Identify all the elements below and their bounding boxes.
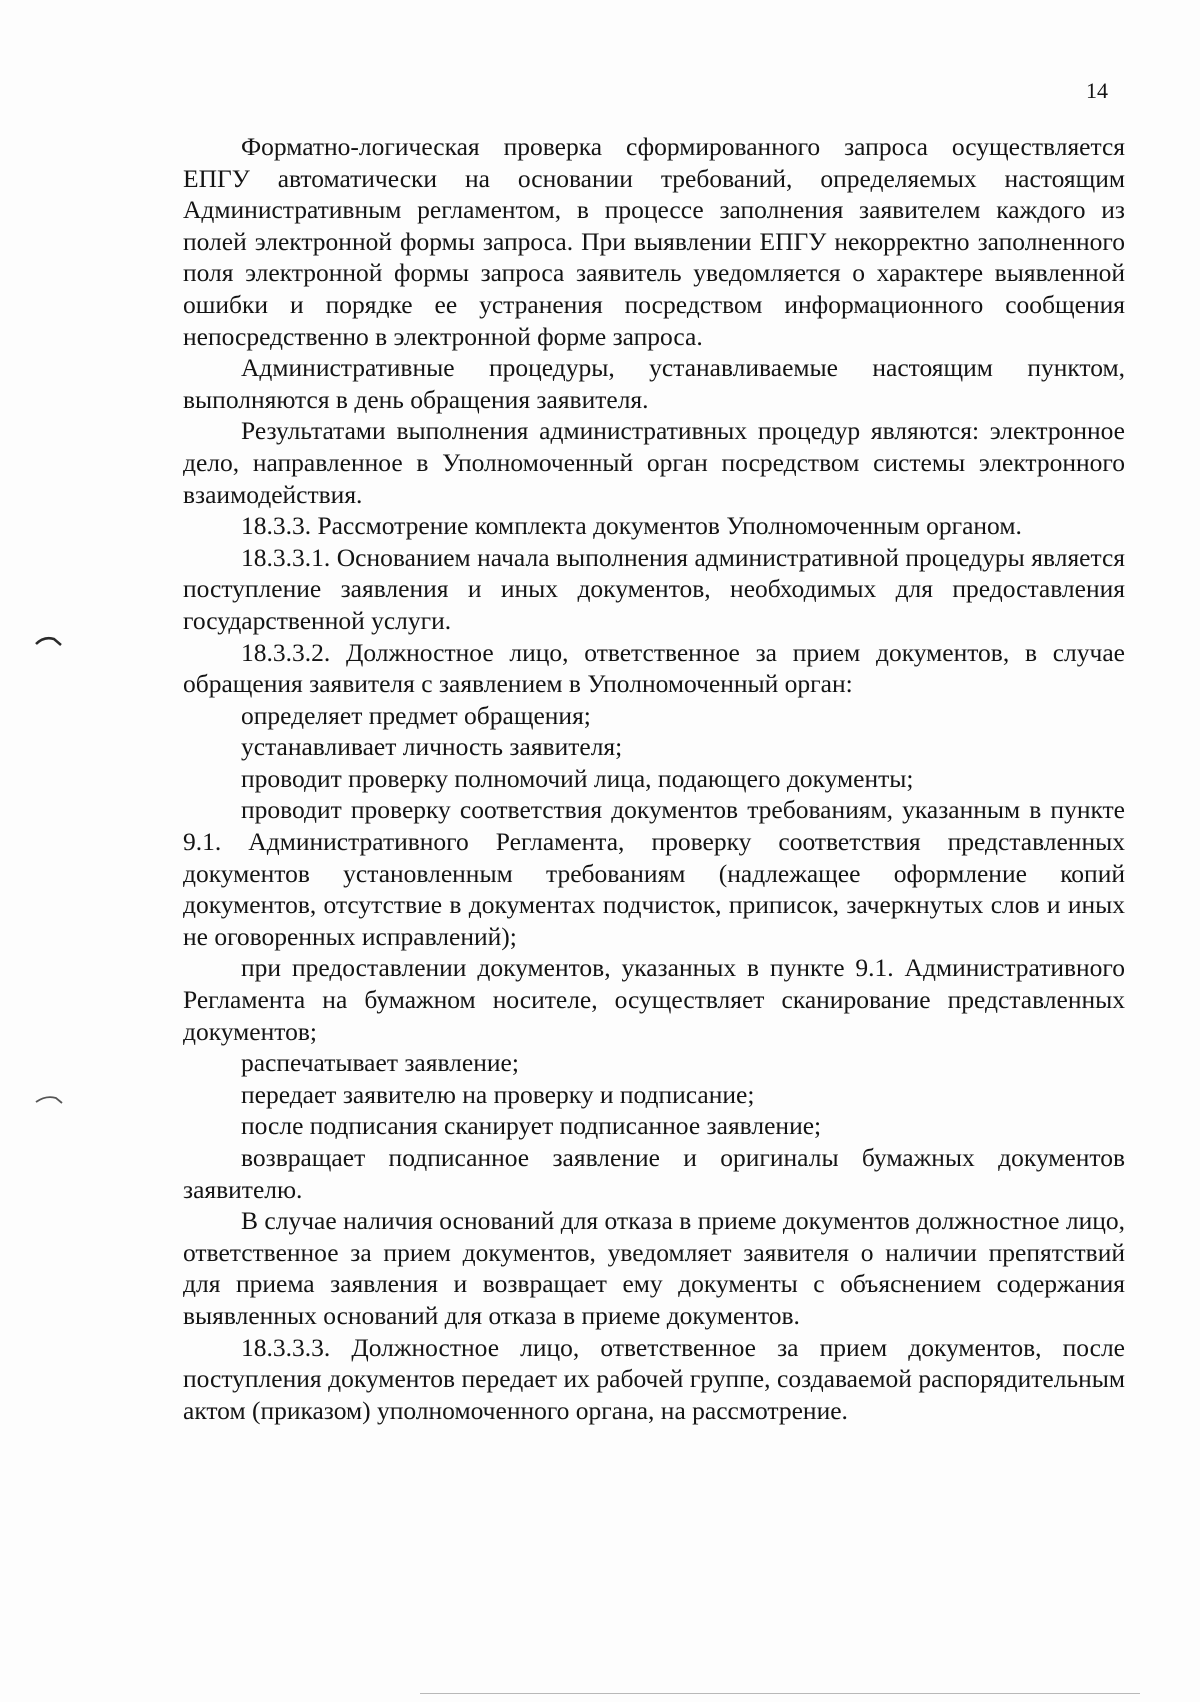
list-item: устанавливает личность заявителя; [241, 732, 623, 762]
list-item: определяет предмет обращения; [241, 700, 591, 730]
paragraph: В случае наличия оснований для отказа в приеме документов должностное лицо, ответственное за прием документов, уведомляет заявителя о наличии препятствий для приема заявления и возвращает ему документы с объяснением содержания выявленных оснований для отказа в приеме документов. [183, 1206, 1125, 1330]
paragraph: Результатами выполнения административных процедур являются: электронное дело, направленное в Уполномоченный орган посредством системы электронного взаимодействия. [183, 416, 1125, 509]
paragraph: Административные процедуры, устанавливаемые настоящим пунктом, выполняются в день обращения заявителя. [183, 353, 1125, 414]
section-heading: 18.3.3. Рассмотрение комплекта документов Уполномоченным органом. [241, 511, 1022, 541]
list-item: проводит проверку полномочий лица, подающего документы; [241, 763, 914, 793]
list-item: при предоставлении документов, указанных в пункте 9.1. Административного Регламента на бумажном носителе, осуществляет сканирование представленных документов; [183, 953, 1125, 1046]
list-item: передает заявителю на проверку и подписание; [241, 1079, 755, 1109]
paragraph: 18.3.3.3. Должностное лицо, ответственное за прием документов, после поступления документов передает их рабочей группе, создаваемой распорядительным актом (приказом) уполномоченного органа, на рассмотрение. [183, 1332, 1125, 1425]
list-item: после подписания сканирует подписанное заявление; [241, 1111, 822, 1141]
list-item: возвращает подписанное заявление и оригиналы бумажных документов заявителю. [183, 1143, 1125, 1204]
page-number: 14 [1086, 78, 1108, 103]
paragraph: 18.3.3.1. Основанием начала выполнения административной процедуры является поступление заявления и иных документов, необходимых для предоставления государственной услуги. [183, 542, 1125, 635]
list-item: распечатывает заявление; [241, 1048, 519, 1078]
scan-edge-line [420, 1693, 1140, 1694]
scan-artifact-mark [34, 634, 64, 648]
list-item: проводит проверку соответствия документов требованиям, указанным в пункте 9.1. Административного Регламента, проверку соответствия представленных документов установленным требованиям (надлежащее оформление копий документов, отсутствие в документах подчисток, приписок, зачеркнутых слов и иных не оговоренных исправлений); [183, 795, 1125, 951]
paragraph: Форматно-логическая проверка сформированного запроса осуществляется ЕПГУ автоматически на основании требований, определяемых настоящим Административным регламентом, в процессе заполнения заявителем каждого из полей электронной формы запроса. При выявлении ЕПГУ некорректно заполненного поля электронной формы запроса заявитель уведомляется о характере выявленной ошибки и порядке ее устранения посредством информационного сообщения непосредственно в электронной форме запроса. [183, 132, 1125, 351]
paragraph: 18.3.3.2. Должностное лицо, ответственное за прием документов, в случае обращения заявителя с заявлением в Уполномоченный орган: [183, 637, 1125, 699]
scan-artifact-mark [34, 1093, 64, 1107]
document-body [183, 131, 1125, 1426]
